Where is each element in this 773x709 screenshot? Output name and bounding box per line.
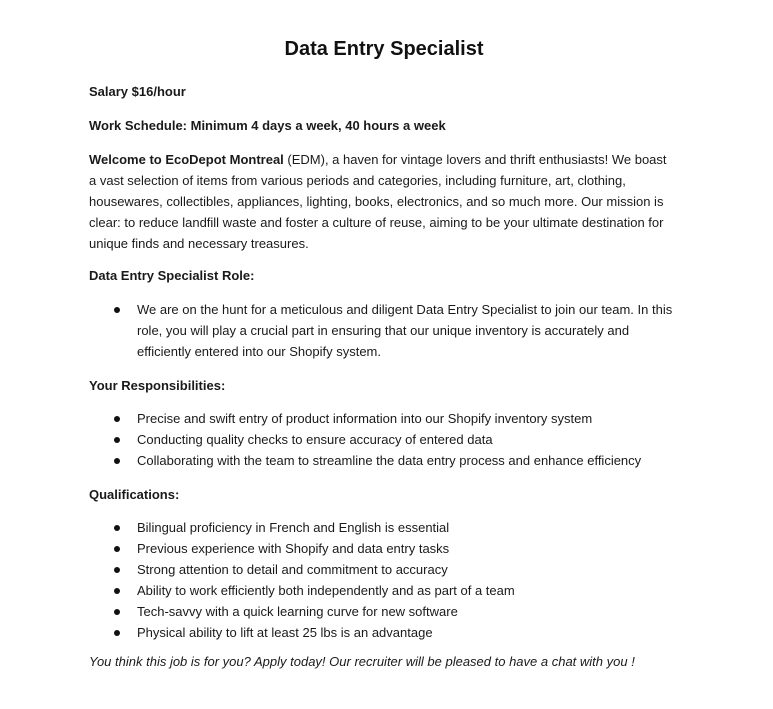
intro-lead: Welcome to EcoDepot Montreal (89, 152, 284, 167)
bullet-icon (114, 588, 120, 594)
bullet-icon (114, 525, 120, 531)
qualifications-heading: Qualifications: (89, 487, 180, 502)
list-item: Collaborating with the team to streamline the data entry process and enhance efficiency (89, 450, 641, 471)
list-item: Conducting quality checks to ensure accuracy of entered data (89, 429, 641, 450)
bullet-icon (114, 567, 120, 573)
responsibilities-list (89, 408, 641, 471)
bullet-icon (114, 546, 120, 552)
list-item: We are on the hunt for a meticulous and diligent Data Entry Specialist to join our team. In this role, you will play a crucial part in ensuring that our unique inventory is accurately and efficiently entered into our Shopify system. (89, 299, 677, 362)
bullet-icon (114, 437, 120, 443)
bullet-icon (114, 307, 120, 313)
role-list (89, 299, 677, 362)
responsibilities-heading: Your Responsibilities: (89, 378, 226, 393)
closing-line: You think this job is for you? Apply today! Our recruiter will be pleased to have a chat with you ! (89, 654, 635, 669)
role-heading: Data Entry Specialist Role: (89, 268, 255, 283)
bullet-icon (114, 609, 120, 615)
schedule-line: Work Schedule: Minimum 4 days a week, 40 hours a week (89, 118, 446, 133)
list-item: Bilingual proficiency in French and English is essential (89, 517, 515, 538)
list-item: Tech-savvy with a quick learning curve for new software (89, 601, 515, 622)
intro-text: (EDM), a haven for vintage lovers and thrift enthusiasts! We boast a vast selection of items from various periods and categories, including furniture, art, clothing, housewares, collectibles, appliances, lighting, books, electronics, and so much more. Our mission is clear: to reduce landfill waste and foster a culture of reuse, aiming to be your ultimate destination for unique finds and necessary treasures. (89, 152, 667, 251)
list-item: Precise and swift entry of product information into our Shopify inventory system (89, 408, 641, 429)
bullet-icon (114, 630, 120, 636)
list-item: Previous experience with Shopify and data entry tasks (89, 538, 515, 559)
intro-paragraph (89, 149, 669, 254)
list-item: Physical ability to lift at least 25 lbs is an advantage (89, 622, 515, 643)
list-item: Strong attention to detail and commitment to accuracy (89, 559, 515, 580)
list-item: Ability to work efficiently both independently and as part of a team (89, 580, 515, 601)
bullet-icon (114, 458, 120, 464)
salary-line: Salary $16/hour (89, 84, 186, 99)
bullet-icon (114, 416, 120, 422)
page-title: Data Entry Specialist (284, 38, 484, 60)
qualifications-list (89, 517, 515, 643)
